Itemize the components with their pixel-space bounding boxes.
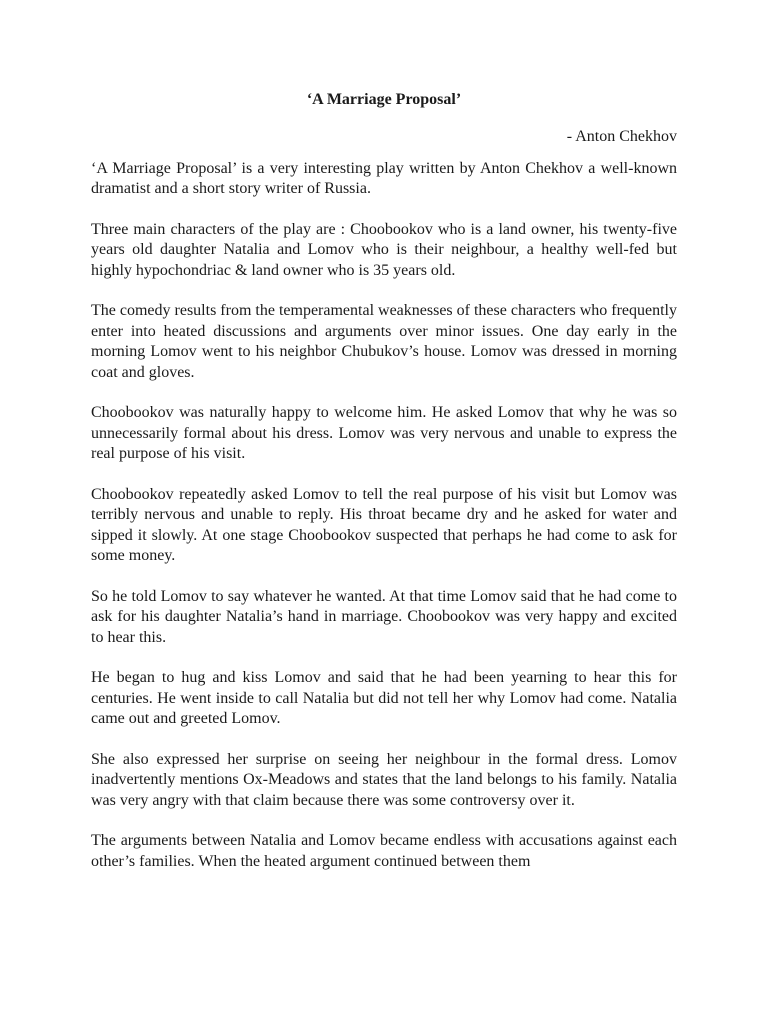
paragraph-comedy: The comedy results from the temperamental weaknesses of these characters who frequently enter into heated discussions and arguments over minor issues. One day early in the morning Lomov went to his neighbor Chubukov’s house. Lomov was dressed in morning coat and gloves.: [91, 302, 677, 381]
paragraph-purpose: Choobookov repeatedly asked Lomov to tell the real purpose of his visit but Lomov was terribly nervous and unable to reply. His throat became dry and he asked for water and sipped it slowly. At one stage Choobookov suspected that perhaps he had come to ask for some money.: [91, 485, 677, 564]
paragraph-characters: Three main characters of the play are : Choobookov who is a land owner, his twenty-five years old daughter Natalia and Lomov who is their neighbour, a healthy well-fed but highly hypochondriac & land owner who is 35 years old.: [91, 220, 677, 279]
paragraph-surprise: She also expressed her surprise on seeing her neighbour in the formal dress. Lomov inadvertently mentions Ox-Meadows and states that the land belongs to his family. Natalia was very angry with that claim because there was some controversy over it.: [91, 750, 677, 809]
paragraph-proposal: So he told Lomov to say whatever he wanted. At that time Lomov said that he had come to ask for his daughter Natalia’s hand in marriage. Choobookov was very happy and excited to hear this.: [91, 587, 677, 646]
author-line: - Anton Chekhov: [566, 128, 677, 145]
document-title: ‘A Marriage Proposal’: [306, 91, 462, 108]
paragraph-natalia: He began to hug and kiss Lomov and said that he had been yearning to hear this for centuries. He went inside to call Natalia but did not tell her why Lomov had come. Natalia came out and greeted Lomov.: [91, 669, 677, 727]
paragraph-intro: ‘A Marriage Proposal’ is a very interesting play written by Anton Chekhov a well-known dramatist and a short story writer of Russia.: [91, 159, 677, 197]
document-page: [91, 90, 677, 892]
paragraph-arguments: The arguments between Natalia and Lomov became endless with accusations against each other’s families. When the heated argument continued between them: [91, 832, 677, 870]
paragraph-welcome: Choobookov was naturally happy to welcome him. He asked Lomov that why he was so unnecessarily formal about his dress. Lomov was very nervous and unable to express the real purpose of his visit.: [91, 404, 677, 462]
